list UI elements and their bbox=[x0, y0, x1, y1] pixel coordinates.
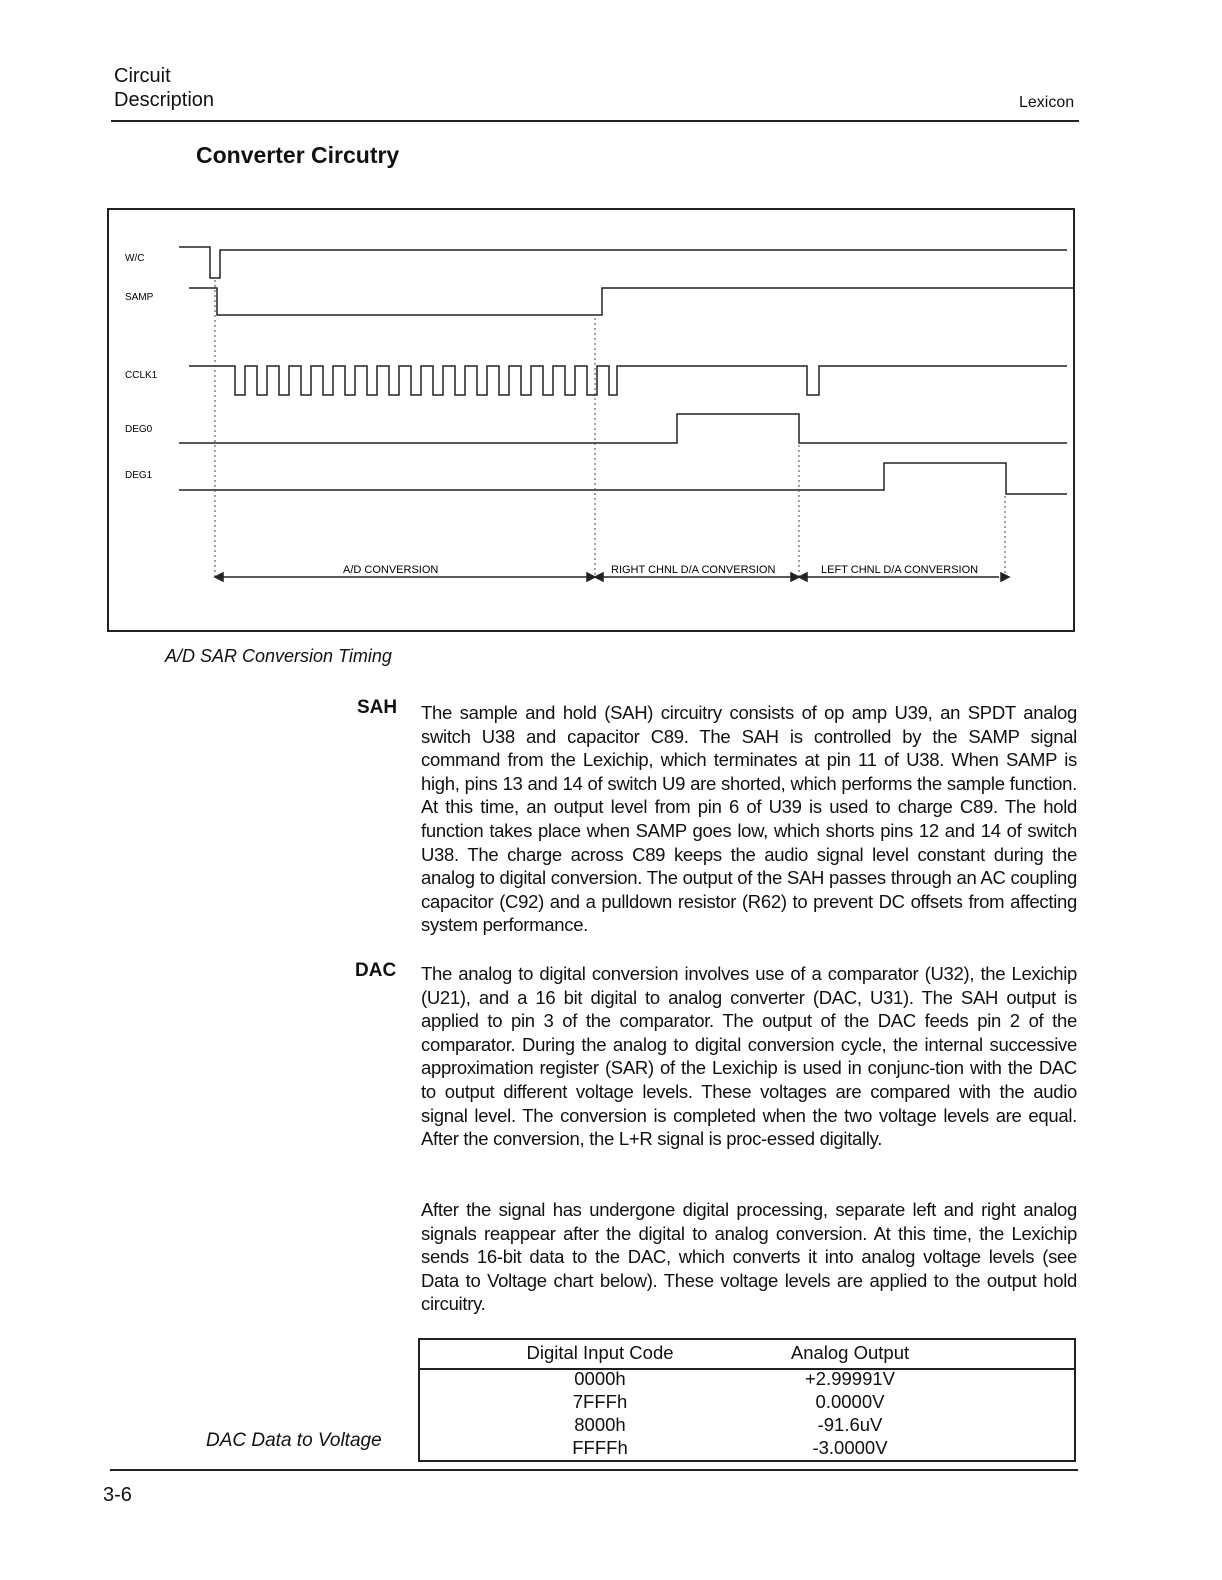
table-cell-code: FFFFh bbox=[572, 1437, 628, 1458]
table-cell-code: 0000h bbox=[574, 1368, 626, 1389]
table-cell-code: 8000h bbox=[574, 1414, 626, 1435]
dac-heading: DAC bbox=[355, 960, 397, 981]
section-title-line1: Circuit bbox=[114, 65, 171, 87]
header-rule bbox=[111, 120, 1079, 122]
arrowhead bbox=[799, 573, 807, 581]
footer-rule bbox=[110, 1469, 1078, 1471]
table-cell-code: 7FFFh bbox=[572, 1391, 628, 1412]
sah-paragraph: The sample and hold (SAH) circuitry consists of op amp U39, an SPDT analog switch U38 and capacitor C89. The SAH is controlled by the SAMP signal command from the Lexichip, which terminates at pin 11 of U38. When SAMP is high, pins 13 and 14 of switch U9 are shorted, which performs the sample function. At this time, an output level from pin 6 of U39 is used to charge C89. The hold function takes place when SAMP goes low, which shorts pins 12 and 14 of switch U38. The charge across C89 keeps the audio signal level constant during the analog to digital conversion. The output of the SAH passes through an AC coupling capacitor (C92) and a pulldown resistor (R62) to prevent DC offsets from affecting system performance. bbox=[421, 702, 1077, 936]
timing-diagram-svg bbox=[109, 210, 1077, 634]
dac-paragraph-2: After the signal has undergone digital processing, separate left and right analog signals reappear after the digital to analog conversion. At this time, the Lexichip sends 16-bit data to the DAC, which converts it into analog voltage levels (see Data to Voltage chart below). These voltage levels are applied to the output hold circuitry. bbox=[421, 1199, 1077, 1315]
arrowhead bbox=[595, 573, 603, 581]
signal-label-wc: W/C bbox=[125, 253, 145, 264]
dac-data-table bbox=[418, 1338, 1076, 1462]
waveform-samp bbox=[189, 288, 1074, 315]
section-title-line2: Description bbox=[114, 89, 215, 111]
waveform-deg0 bbox=[179, 414, 1067, 443]
page-number: 3-6 bbox=[103, 1484, 132, 1506]
span-label-ad: A/D CONVERSION bbox=[343, 564, 439, 576]
figure-caption: A/D SAR Conversion Timing bbox=[165, 646, 392, 666]
brand-name: Lexicon bbox=[1019, 94, 1075, 111]
page-title: Converter Circutry bbox=[196, 142, 400, 168]
table-cell-output: -91.6uV bbox=[817, 1414, 883, 1435]
table-row bbox=[420, 1391, 1074, 1414]
table-cell-output: 0.0000V bbox=[815, 1391, 885, 1412]
table-cell-output: +2.99991V bbox=[804, 1368, 896, 1389]
dac-paragraph-1: The analog to digital conversion involves use of a comparator (U32), the Lexichip (U21), and a 16 bit digital to analog converter (DAC, U31). The SAH output is applied to pin 3 of the comparator. The output of the DAC feeds pin 2 of the comparator. During the analog to digital conversion cycle, the internal successive approximation register (SAR) of the Lexichip is used in conjunc-tion with the DAC to output different voltage levels. These voltages are compared with the audio signal level. The conversion is completed when the two voltage levels are equal. After the conversion, the L+R signal is proc-essed digitally. bbox=[421, 963, 1077, 1150]
table-row bbox=[420, 1437, 1074, 1460]
section-title bbox=[114, 64, 214, 112]
timing-diagram bbox=[107, 208, 1075, 632]
span-label-left: LEFT CHNL D/A CONVERSION bbox=[821, 564, 979, 576]
signal-label-deg1: DEG1 bbox=[125, 470, 153, 481]
signal-label-cclk1: CCLK1 bbox=[125, 370, 158, 381]
table-header-code: Digital Input Code bbox=[526, 1342, 674, 1363]
waveform-cclk1 bbox=[189, 366, 1067, 395]
signal-label-samp: SAMP bbox=[125, 292, 154, 303]
table-header-output: Analog Output bbox=[790, 1342, 910, 1363]
arrowhead bbox=[215, 573, 223, 581]
table-caption: DAC Data to Voltage bbox=[206, 1430, 382, 1451]
table-row bbox=[420, 1368, 1074, 1391]
table-row bbox=[420, 1414, 1074, 1437]
waveform-wc bbox=[179, 247, 1067, 278]
sah-heading: SAH bbox=[357, 697, 398, 718]
table-header-row bbox=[420, 1342, 1074, 1370]
span-label-right: RIGHT CHNL D/A CONVERSION bbox=[611, 564, 776, 576]
table-cell-output: -3.0000V bbox=[812, 1437, 888, 1458]
signal-label-deg0: DEG0 bbox=[125, 424, 153, 435]
waveform-deg1 bbox=[179, 463, 1067, 494]
arrowhead bbox=[1001, 573, 1009, 581]
